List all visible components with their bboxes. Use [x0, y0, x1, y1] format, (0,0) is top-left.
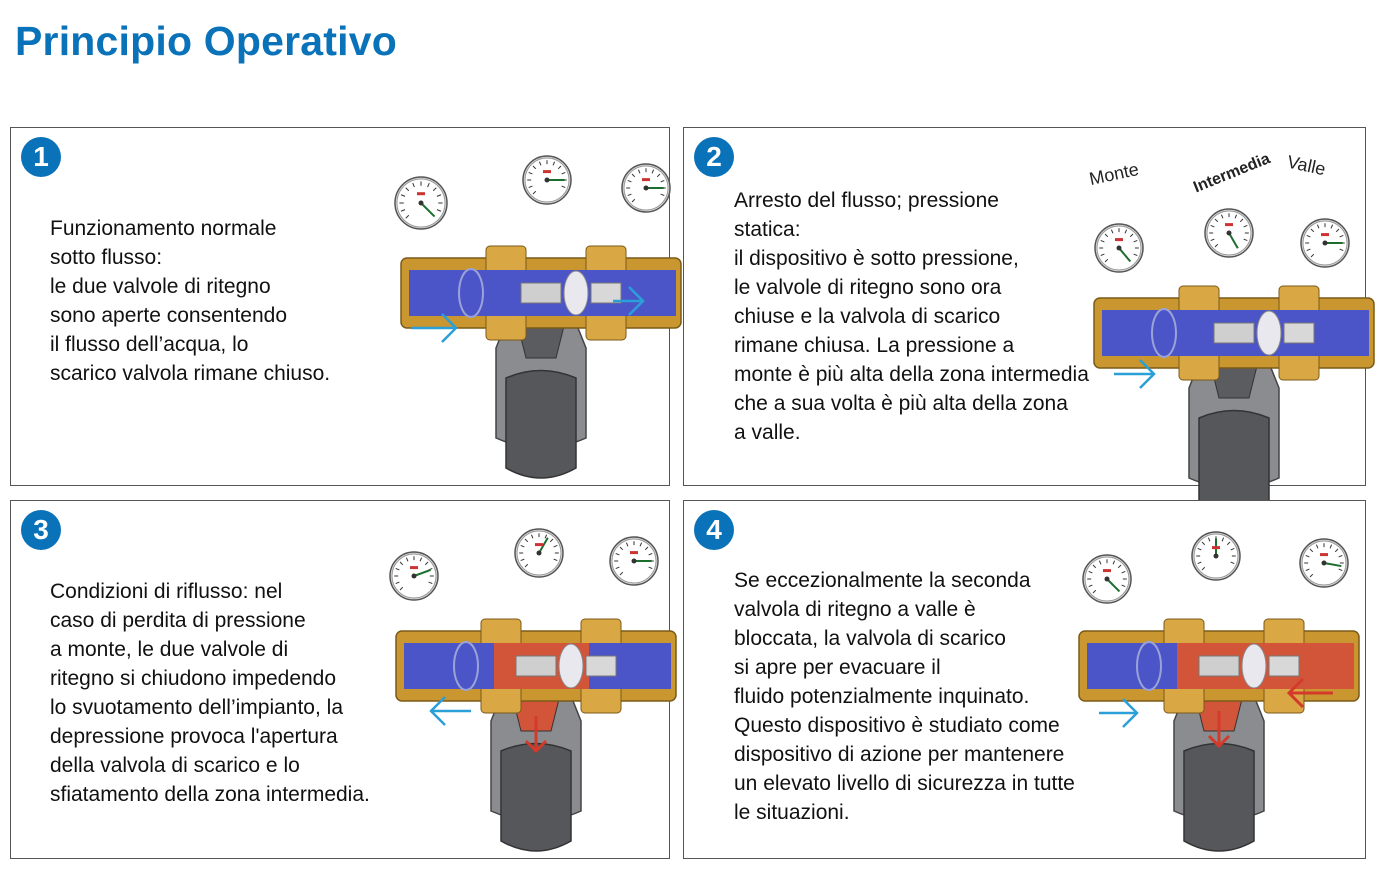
panel-heading-line: Funzionamento normale [50, 217, 277, 240]
gauge-label-downstream: Valle [1285, 151, 1328, 180]
step-number-badge: 1 [21, 137, 61, 177]
panel-body-line: le valvole di ritegno sono ora [734, 276, 1002, 299]
check-valve-downstream [564, 271, 588, 315]
panel-description [734, 186, 1089, 447]
pressure-gauge-icon [610, 537, 658, 585]
panel-body-line: rimane chiusa. La pressione a [734, 334, 1015, 357]
pressure-gauge-icon [523, 156, 571, 204]
panel-body-line: chiuse e la valvola di scarico [734, 305, 1001, 328]
panel-body-line: sono aperte consentendo [50, 304, 288, 327]
valve-body [1094, 286, 1374, 518]
valve-illustration [381, 148, 671, 478]
spring [1214, 323, 1254, 343]
pressure-gauge-icon [1300, 539, 1348, 587]
panel-body-line: monte è più alta della zona intermedia [734, 363, 1089, 386]
panel-heading-line: Arresto del flusso; pressione [734, 189, 999, 212]
pressure-gauge-icon [390, 552, 438, 600]
step-number-badge: 3 [21, 510, 61, 550]
panel-body-text: : nel [242, 580, 283, 603]
panel-body-line: valvola di ritegno a valle è [734, 598, 976, 621]
panel-body-line: della valvola di scarico e lo [50, 754, 300, 777]
panel-body-line: a monte, le due valvole di [50, 638, 289, 661]
panel-body-line: le due valvole di ritegno [50, 275, 271, 298]
gauge-label-upstream: Monte [1087, 159, 1141, 189]
panel-body-line: bloccata, la valvola di scarico [734, 627, 1006, 650]
panel-body-line: caso di perdita di pressione [50, 609, 306, 632]
drain-pipe [506, 371, 576, 479]
panel-body-line: il flusso dell’acqua, lo [50, 333, 249, 356]
panel-body-line: un elevato livello di sicurezza in tutte [734, 772, 1075, 795]
panel-body-line: si apre per evacuare il [734, 656, 941, 679]
panel-body-line: a valle. [734, 421, 801, 444]
pressure-gauge-icon [1192, 532, 1240, 580]
flow-arrow-icon [1099, 699, 1137, 727]
pressure-gauge-icon [1301, 219, 1349, 267]
gauge-label-intermediate: Intermedia [1191, 150, 1273, 197]
panel-normal-flow [10, 127, 670, 486]
spring [521, 283, 561, 303]
check-valve-downstream [1242, 644, 1266, 688]
panel-body-line: scarico valvola rimane chiuso. [50, 362, 331, 385]
panel-blocked-valve [683, 500, 1366, 859]
panel-body-line: fluido potenzialmente inquinato. [734, 685, 1030, 708]
panel-description [734, 566, 1075, 827]
panel-body-line: Se eccezionalmente la seconda [734, 569, 1031, 592]
spring [516, 656, 556, 676]
drain-pipe [501, 744, 571, 852]
panel-body-line: sfiatamento della zona intermedia. [50, 783, 370, 806]
panel-heading-line: sotto flusso: [50, 246, 163, 269]
pressure-gauge-icon [622, 164, 670, 212]
check-valve-downstream [1257, 311, 1281, 355]
upstream-zone [404, 643, 494, 689]
valve-illustration [366, 521, 666, 851]
pressure-gauge-icon [1205, 209, 1253, 257]
upstream-zone [1087, 643, 1177, 689]
panel-heading-line: statica: [734, 218, 801, 241]
panel-static-pressure [683, 127, 1366, 486]
valve-body [401, 246, 681, 478]
upstream-zone [1102, 310, 1192, 356]
panel-body-line: che a sua volta è più alta della zona [734, 392, 1068, 415]
pressure-gauge-icon [1083, 555, 1131, 603]
panel-body-line: il dispositivo è sotto pressione, [734, 247, 1019, 270]
pressure-gauge-icon [1095, 224, 1143, 272]
check-valve-downstream [559, 644, 583, 688]
pressure-gauge-icon [515, 529, 563, 577]
pressure-gauge-icon [395, 177, 447, 229]
panel-description [50, 577, 370, 809]
panel-body-line: depressione provoca l'apertura [50, 725, 338, 748]
valve-illustration [1069, 138, 1359, 468]
step-number-badge: 4 [694, 510, 734, 550]
panel-body-line: le situazioni. [734, 801, 850, 824]
panel-heading-line [50, 577, 370, 606]
panel-backflow [10, 500, 670, 859]
panel-heading-text: Condizioni di riflusso [50, 580, 243, 603]
drain-pipe [1184, 744, 1254, 852]
step-number-badge: 2 [694, 137, 734, 177]
panel-body-line: lo svuotamento dell’impianto, la [50, 696, 343, 719]
panel-description [50, 214, 330, 388]
panel-body-line: ritegno si chiudono impedendo [50, 667, 337, 690]
page-title: Principio Operativo [15, 18, 397, 64]
spring [1199, 656, 1239, 676]
panel-body-line: dispositivo di azione per mantenere [734, 743, 1065, 766]
valve-illustration [1079, 521, 1359, 851]
upstream-zone [409, 270, 499, 316]
panel-body-line: Questo dispositivo è studiato come [734, 714, 1060, 737]
